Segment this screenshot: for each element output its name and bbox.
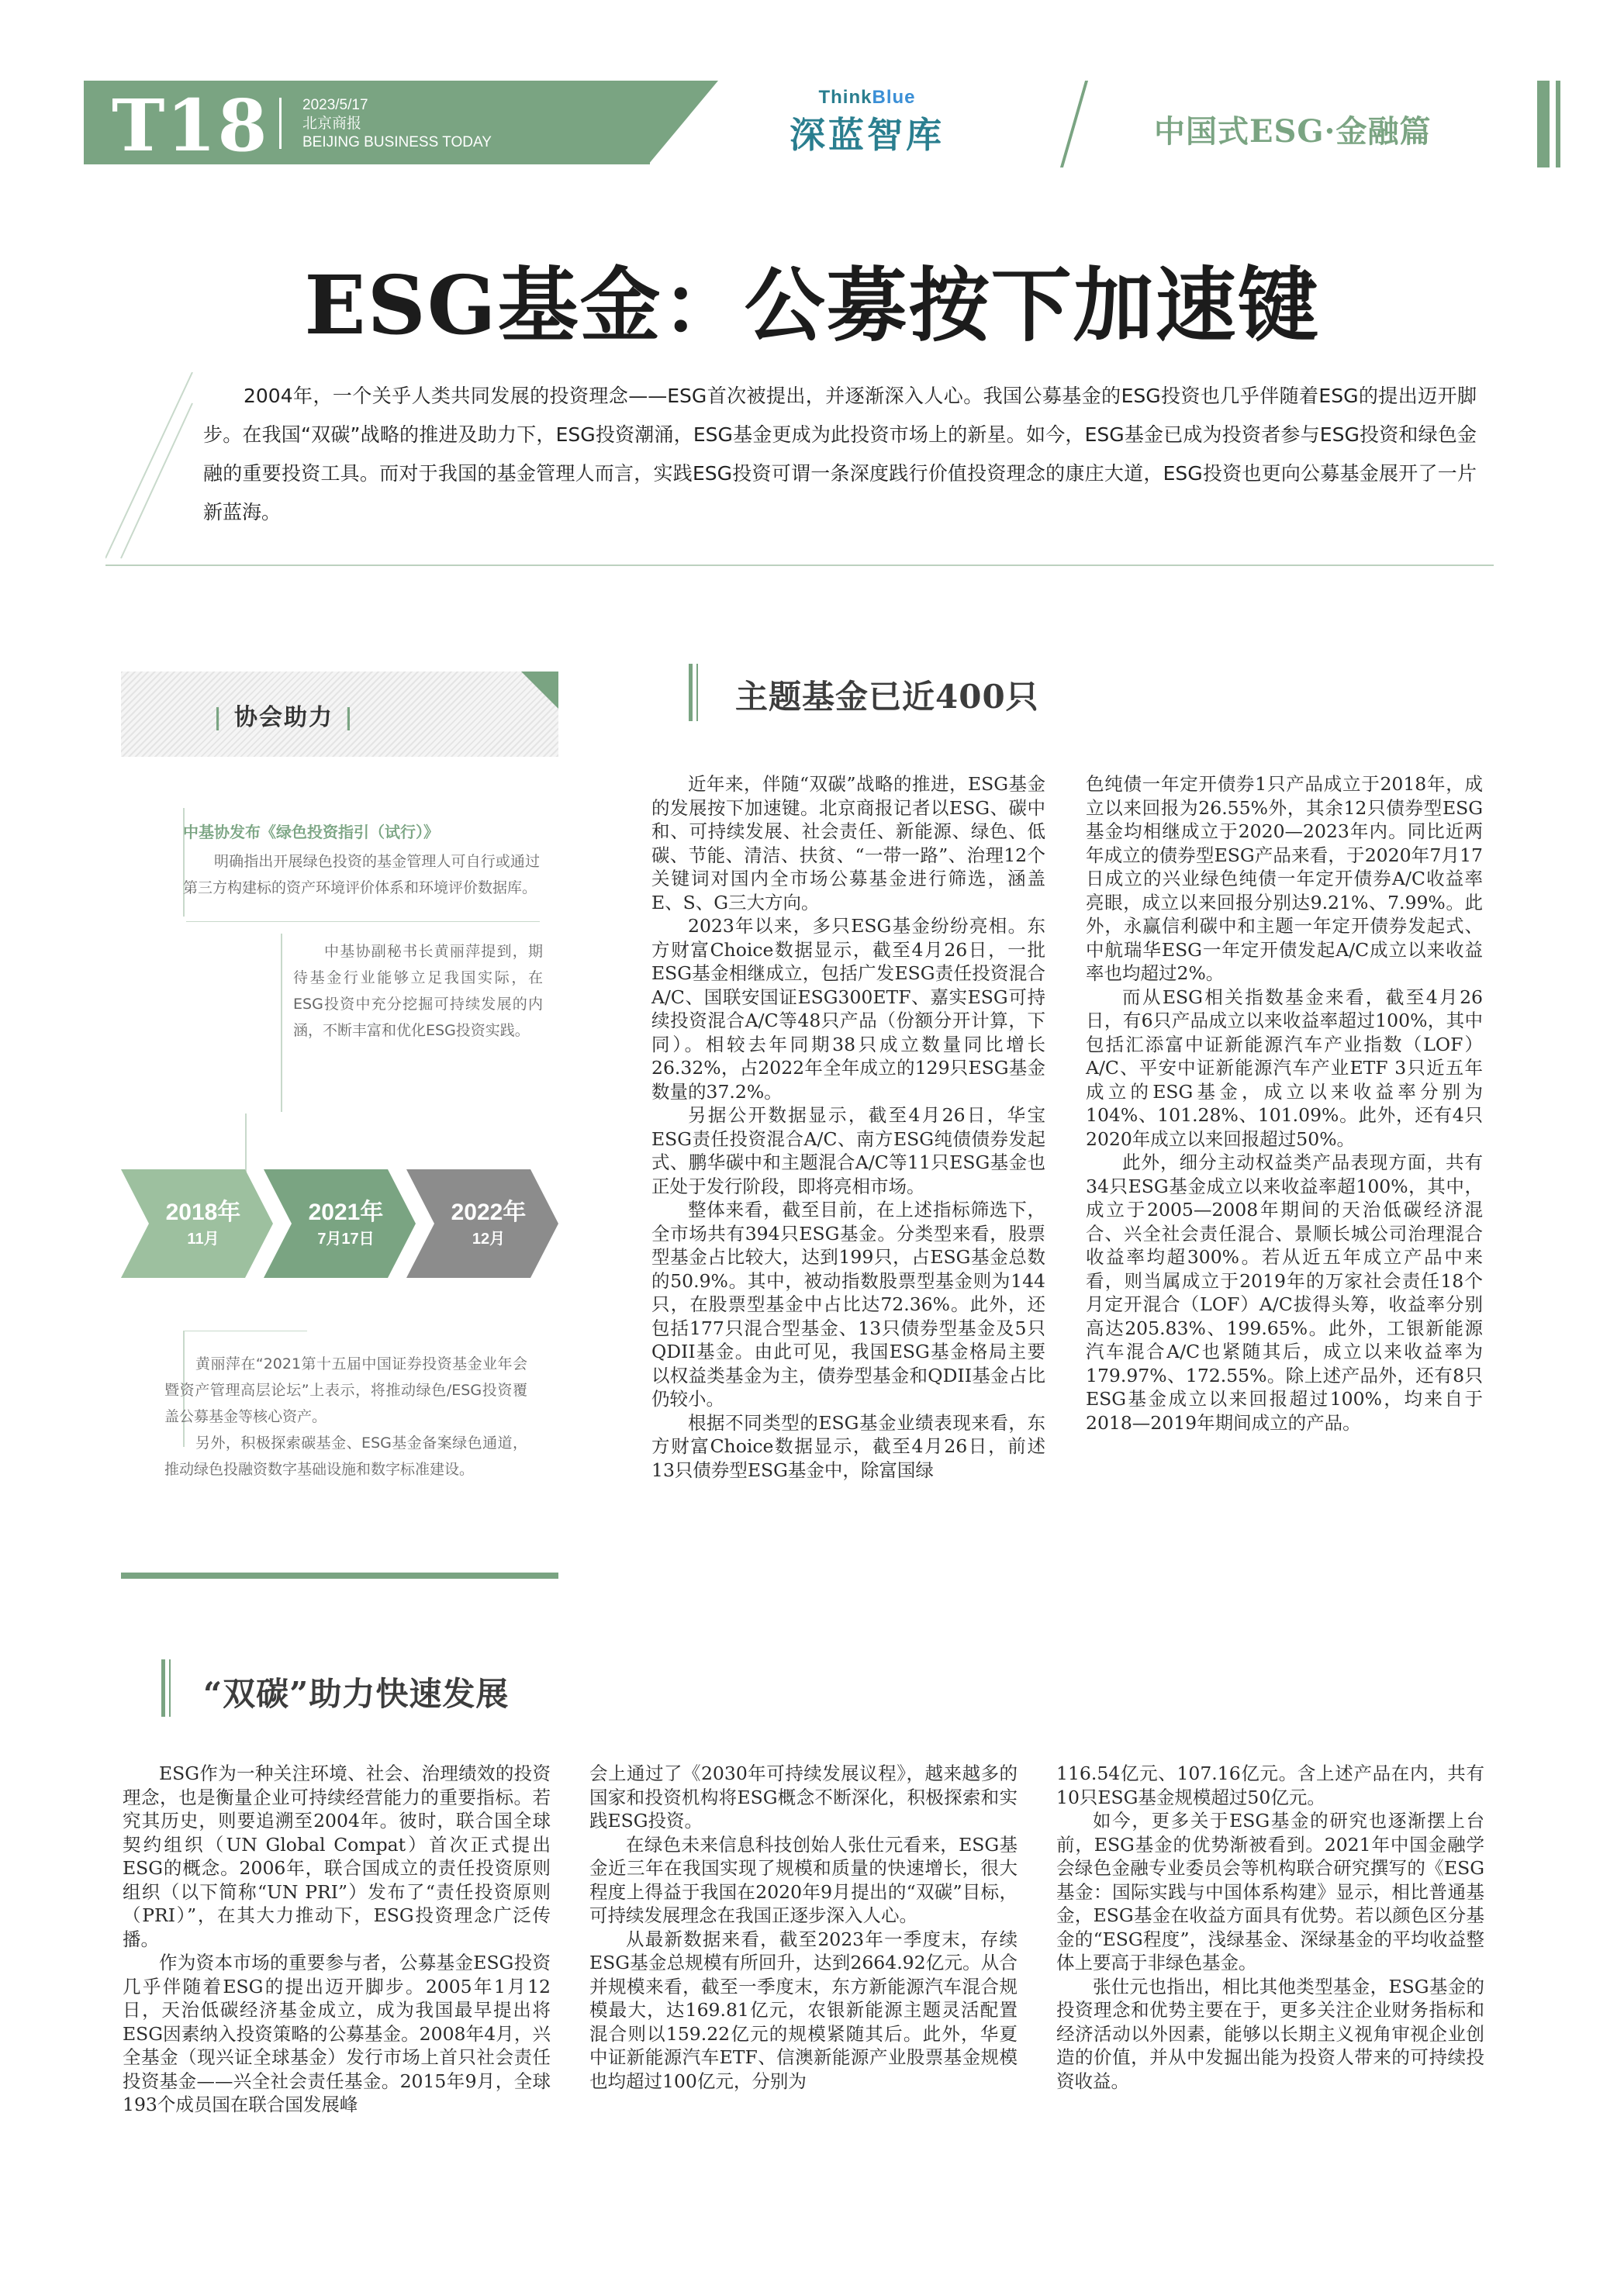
masthead-bar-thin [1556, 81, 1560, 167]
headline: ESG基金：公募按下加速键 [304, 257, 1320, 353]
paper-name-en: BEIJING BUSINESS TODAY [302, 134, 492, 150]
paragraph: 从最新数据来看，截至2023年一季度末，存续ESG基金总规模有所回升，达到2664.92亿元。从合并规模来看，截至一季度末，东方新能源汽车混合规模最大，达169.81亿元，农银新能源主题灵活配置混合则以159.22亿元的规模紧随其后。此外，华夏中证新能源汽车ETF、信澳新能源产业股票基金规模也均超过100亿元，分别为 [589, 1928, 1018, 2092]
logo-en-prefix: Think [818, 87, 872, 108]
paragraph: 此外，细分主动权益类产品表现方面，共有34只ESG基金成立以来收益率超100%，其中，成立于2005—2008年期间的天治低碳经济混合、兴全社会责任混合、景顺长城公司治理混合收益率均超300%。若从近五年成立产品中来看，则当属成立于2019年的万家社会责任18个月定开混合（LOF）A/C拔得头筹，收益率分别高达205.83%、199.65%。此外，工银新能源汽车混合A/C也紧随其后，成立以来收益率为179.97%、172.55%。除上述产品外，还有8只ESG基金成立以来回报超过100%，均来自于2018—2019年期间成立的产品。 [1086, 1151, 1483, 1434]
section2-bar-thin [169, 1659, 171, 1717]
title-bar-left: | [213, 704, 223, 731]
paragraph: ESG作为一种关注环境、社会、治理绩效的投资理念，也是衡量企业可持续经营能力的重要指标。若究其历史，则要追溯至2004年。彼时，联合国全球契约组织（UN Global Compat）首次正式提出ESG的概念。2006年，联合国成立的责任投资原则组织（以下简称“UN PRI”）发布了“责任投资原则（PRI）”，在其大力推动下，ESG投资理念广泛传播。 [123, 1763, 551, 1950]
sidebar-note-2018-heading: 中基协发布《绿色投资指引（试行）》 [183, 823, 439, 841]
lead-rule [105, 565, 1494, 566]
timeline-month: 7月17日 [317, 1231, 375, 1248]
sidebar-note-2022-p1: 黄丽萍在“2021第十五届中国证券投资基金业年会暨资产管理高层论坛”上表示，将推动绿色/ESG投资覆盖公募基金等核心资产。 [164, 1355, 527, 1425]
paragraph: 会上通过了《2030年可持续发展议程》，越来越多的国家和投资机构将ESG概念不断深化，积极探索和实践ESG投资。 [589, 1763, 1018, 1832]
section2-heading: “双碳”助力快速发展 [203, 1675, 510, 1713]
paragraph: 近年来，伴随“双碳”战略的推进，ESG基金的发展按下加速键。北京商报记者以ESG、碳中和、可持续发展、社会责任、新能源、绿色、低碳、节能、清洁、扶贫、“一带一路”、治理12个关键词对国内全市场公募基金进行筛选，涵盖E、S、G三大方向。 [651, 773, 1045, 913]
timeline-label-2018 [141, 1169, 265, 1278]
logo-en-suffix: Blue [872, 87, 916, 108]
sidebar-corner-triangle [521, 672, 558, 709]
sidebar-title-text: 协会助力 [234, 704, 333, 731]
section1-column-2 [1086, 772, 1483, 1435]
paragraph: 2023年以来，多只ESG基金纷纷亮相。东方财富Choice数据显示，截至4月26日，一批ESG基金相继成立，包括广发ESG责任投资混合A/C、国联安国证ESG300ETF、嘉实ESG可持续投资混合A/C等48只产品（份额分开计算，下同）。相较去年同期38只成立数量同比增长26.32%，占2022年全年成立的129只ESG基金数量的37.2%。 [651, 915, 1045, 1103]
section1-bar-thin [696, 664, 698, 721]
masthead-band-tail [648, 81, 718, 164]
masthead-info [302, 96, 492, 152]
sidebar-title [121, 698, 447, 732]
lead-decoration [105, 372, 199, 566]
issue-date: 2023/5/17 [302, 97, 368, 113]
paragraph: 张仕元也指出，相比其他类型基金，ESG基金的投资理念和优势主要在于，更多关注企业财务指标和经济活动以外因素，能够以长期主义视角审视企业创造的价值，并从中发掘出能为投资人带来的可持续投资收益。 [1056, 1975, 1484, 2092]
sidebar-rule [186, 921, 540, 922]
section1-bar-thick [689, 664, 693, 721]
paragraph: 在绿色未来信息科技创始人张仕元看来，ESG基金近三年在我国实现了规模和质量的快速增长，很大程度上得益于我国在2020年9月提出的“双碳”目标，可持续发展理念在我国正逐步深入人心。 [589, 1833, 1018, 1926]
masthead [84, 81, 1557, 167]
logo-chinese: 深蓝智库 [790, 114, 945, 156]
page-number: T18 [112, 84, 269, 167]
masthead-bar-thick [1537, 81, 1550, 167]
timeline-label-2022 [427, 1169, 551, 1278]
sidebar-note-2018-body: 明确指出开展绿色投资的基金管理人可自行或通过第三方构建标的资产环境评价体系和环境评价数据库。 [183, 853, 540, 896]
paragraph: 如今，更多关于ESG基金的研究也逐渐摆上台前，ESG基金的优势渐被看到。2021年中国金融学会绿色金融专业委员会等机构联合研究撰写的《ESG基金：国际实践与中国体系构建》显示，相比普通基金，ESG基金在收益方面具有优势。若以颜色区分基金的“ESG程度”，浅绿基金、深绿基金的平均收益整体上要高于非绿色基金。 [1056, 1810, 1484, 1973]
paragraph: 而从ESG相关指数基金来看，截至4月26日，有6只产品成立以来收益率超过100%，其中包括汇添富中证新能源汽车产业指数（LOF）A/C、平安中证新能源汽车产业ETF 3只近五年成立的ESG基金，成立以来收益率分别为104%、101.28%、101.09%。此外，还有4只2020年成立以来回报超过50%。 [1086, 986, 1483, 1150]
paragraph: 色纯债一年定开债券1只产品成立于2018年，成立以来回报为26.55%外，其余12只债券型ESG基金均相继成立于2020—2023年内。同比近两年成立的债券型ESG产品来看，于2020年7月17日成立的兴业绿色纯债一年定开债券A/C收益率亮眼，成立以来回报分别达9.21%、7.99%。此外，永赢信利碳中和主题一年定开债券发起式、中航瑞华ESG一年定开债发起A/C成立以来收益率也均超过2%。 [1086, 773, 1483, 984]
timeline-month: 11月 [187, 1231, 219, 1248]
lead-paragraph: 2004年，一个关乎人类共同发展的投资理念——ESG首次被提出，并逐渐深入人心。我国公募基金的ESG投资也几乎伴随着ESG的提出迈开脚步。在我国“双碳”战略的推进及助力下，ESG投资潮涌，ESG基金更成为此投资市场上的新星。如今，ESG基金已成为投资者参与ESG投资和绿色金融的重要投资工具。而对于我国的基金管理人而言，实践ESG投资可谓一条深度践行价值投资理念的康庄大道，ESG投资也更向公募基金展开了一片新蓝海。 [203, 385, 1477, 523]
sidebar-panel [121, 672, 558, 1580]
sidebar-note-2021: 中基协副秘书长黄丽萍提到，期待基金行业能够立足我国实际，在ESG投资中充分挖掘可持续发展的内涵，不断丰富和优化ESG投资实践。 [293, 943, 543, 1039]
sidebar-note-2022 [164, 1351, 527, 1483]
paragraph: 整体来看，截至目前，在上述指标筛选下，全市场共有394只ESG基金。分类型来看，股票型基金占比较大，达到199只，占ESG基金总数的50.9%。其中，被动指数股票型基金则为144只，在股票型基金中占比达72.36%。此外，还包括177只混合型基金、13只债券型基金及5只QDII基金。由此可见，我国ESG基金格局主要以权益类基金为主，债券型基金和QDII基金占比仍较小。 [651, 1199, 1045, 1410]
sidebar-note-2018 [183, 819, 540, 901]
section1-heading: 主题基金已近400只 [735, 678, 1039, 716]
title-bar-right: | [344, 704, 354, 731]
section1-column-1 [651, 772, 1045, 1482]
paragraph: 116.54亿元、107.16亿元。含上述产品在内，共有10只ESG基金规模超过50亿元。 [1056, 1763, 1484, 1808]
timeline-year: 2018年 [165, 1200, 241, 1225]
lead-box [105, 372, 1494, 568]
timeline-label-2021 [284, 1169, 408, 1278]
section2-column-2 [589, 1762, 1018, 2093]
timeline [121, 1169, 558, 1278]
sidebar-note-2022-p2: 另外，积极探索碳基金、ESG基金备案绿色通道，推动绿色投融资数字基础设施和数字标准建设。 [164, 1435, 527, 1478]
timeline-year: 2021年 [308, 1200, 384, 1225]
masthead-divider [279, 98, 282, 149]
sidebar-header [121, 672, 558, 757]
section-name: 中国式ESG·金融篇 [1154, 113, 1432, 150]
sidebar-rule [281, 934, 282, 1112]
paragraph: 根据不同类型的ESG基金业绩表现来看，东方财富Choice数据显示，截至4月26日，前述13只债券型ESG基金中，除富国绿 [651, 1411, 1045, 1481]
section2-bar-thick [161, 1659, 165, 1717]
timeline-year: 2022年 [451, 1200, 527, 1225]
paragraph: 作为资本市场的重要参与者，公募基金ESG投资几乎伴随着ESG的提出迈开脚步。2005年1月12日，天治低碳经济基金成立，成为我国最早提出将ESG因素纳入投资策略的公募基金。2008年4月，兴全基金（现兴证全球基金）发行市场上首只社会责任投资基金——兴全社会责任基金。2015年9月，全球193个成员国在联合国发展峰 [123, 1952, 551, 2115]
section2-column-3 [1056, 1762, 1484, 2093]
paper-name-cn: 北京商报 [302, 116, 362, 132]
sidebar-bottom-bar [121, 1573, 558, 1579]
paragraph: 另据公开数据显示，截至4月26日，华宝ESG责任投资混合A/C、南方ESG纯债债券发起式、鹏华碳中和主题混合A/C等11只ESG基金也正处于发行阶段，即将亮相市场。 [651, 1104, 1045, 1197]
thinkblue-logo [782, 87, 952, 158]
masthead-slash [1060, 81, 1088, 167]
section2-column-1 [123, 1762, 551, 2117]
timeline-month: 12月 [472, 1231, 506, 1248]
logo-english [782, 87, 952, 109]
